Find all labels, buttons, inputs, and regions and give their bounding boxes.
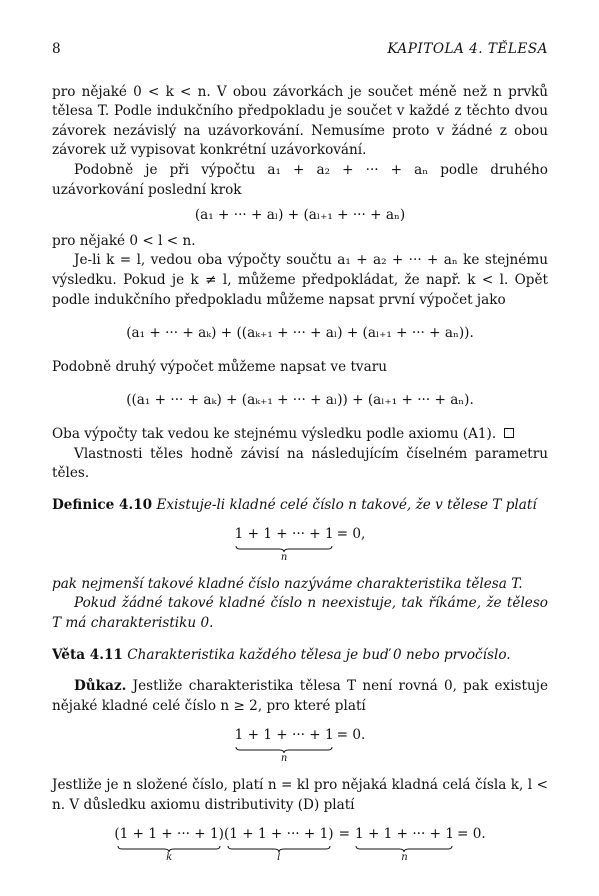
equals-sign: = (338, 826, 350, 843)
definition-equals: = 0, (336, 526, 366, 543)
chapter-title: KAPITOLA 4. TĚLESA (387, 41, 548, 57)
equation-1: (a₁ + ··· + aₗ) + (aₗ₊₁ + ··· + aₙ) (194, 207, 406, 224)
paragraph-7: Vlastnosti těles hodně závisí na následujícím číselném parametru těles. (52, 445, 548, 482)
theorem-label: Věta 4.11 (52, 646, 123, 663)
proof (52, 677, 548, 716)
definition-text: Existuje-li kladné celé číslo n takové, že v tělese T platí (156, 496, 537, 513)
paragraph-3: pro nějaké 0 < l < n. (52, 232, 196, 249)
definition (52, 496, 548, 516)
proof-sum: 1 + 1 + ··· + 1 (234, 727, 334, 744)
paragraph-6-text: Oba výpočty tak vedou ke stejnému výsledku podle axiomu (A1). (52, 425, 497, 442)
theorem-text: Charakteristika každého tělesa je buď 0 nebo prvočíslo. (127, 646, 511, 663)
equation-3: ((a₁ + ··· + aₖ) + (aₖ₊₁ + ··· + aₗ)) + (aₗ₊₁ + ··· + aₙ). (126, 392, 474, 409)
factor-k: (1 + 1 + ··· + 1) (114, 826, 224, 843)
factor-l-count: l (277, 851, 281, 863)
qed-square-icon (504, 428, 514, 438)
sum-n: 1 + 1 + ··· + 1 (354, 826, 454, 843)
proof-text: Jestliže charakteristika tělesa T není rovná 0, pak existuje nějaké kladné celé číslo n ≥ 2, pro které platí (52, 678, 548, 714)
theorem (52, 646, 548, 666)
proof-sum-count: n (280, 753, 288, 765)
running-header (52, 40, 548, 60)
proof-equation-2 (52, 825, 548, 863)
final-equals: = 0. (456, 826, 486, 843)
proof-text-2: Jestliže je n složené číslo, platí n = kl pro nějaká kladná celá čísla k, l < n. V důsledku axiomu distributivity (D) platí (52, 777, 548, 813)
page (52, 40, 548, 875)
paragraph-6 (52, 425, 548, 445)
proof-equals: = 0. (336, 727, 366, 744)
page-number: 8 (52, 41, 61, 57)
proof-equation-1 (52, 726, 548, 764)
proof-label: Důkaz. (74, 678, 127, 695)
equation-2: (a₁ + ··· + aₖ) + ((aₖ₊₁ + ··· + aₗ) + (aₗ₊₁ + ··· + aₙ)). (126, 325, 474, 342)
definition-label: Definice 4.10 (52, 496, 153, 513)
paragraph-1: pro nějaké 0 < k < n. V obou závorkách je součet méně než n prvků tělesa T. Podle indukčního předpokladu je součet v každé z těchto dvou závorek nezávislý na uzávorkování. Nemusíme proto v žádné z obou závorek už vypisovat konkrétní uzávorkování. (52, 83, 548, 159)
paragraph-2: Podobně je při výpočtu a₁ + a₂ + ··· + aₙ podle druhého uzávorkování poslední krok (52, 161, 548, 198)
sum-n-count: n (401, 851, 408, 863)
definition-continuation-2: Pokud žádné takové kladné číslo n neexistuje, tak říkáme, že těleso T má charakteristiku 0. (52, 595, 548, 632)
paragraph-4: Je-li k = l, vedou oba výpočty součtu a₁ + a₂ + ··· + aₙ ke stejnému výsledku. Pokud je k ≠ l, můžeme předpokládat, že např. k < l. Opět podle indukčního předpokladu můžeme napsat první výpočet jako (52, 252, 548, 308)
factor-l: (1 + 1 + ··· + 1) (223, 826, 334, 843)
paragraph-5: Podobně druhý výpočet můžeme napsat ve tvaru (52, 358, 387, 375)
definition-sum: 1 + 1 + ··· + 1 (234, 526, 334, 543)
factor-k-count: k (166, 851, 173, 863)
definition-continuation-1: pak nejmenší takové kladné číslo nazýváme charakteristika tělesa T. (52, 575, 523, 592)
definition-sum-count: n (280, 551, 288, 563)
definition-equation (52, 525, 548, 563)
